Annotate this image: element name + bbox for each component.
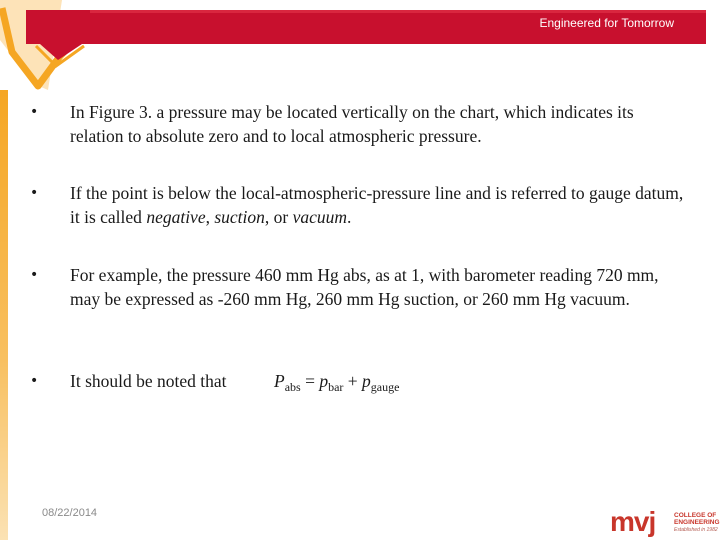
bullet-2-sep1: , bbox=[205, 207, 215, 227]
bullet-icon: • bbox=[30, 267, 39, 283]
bullet-2-suffix: . bbox=[347, 207, 352, 227]
bullet-2 bbox=[30, 181, 690, 229]
logo-line-1: COLLEGE OF bbox=[674, 512, 717, 519]
pressure-formula bbox=[274, 369, 399, 399]
logo-line-2: ENGINEERING bbox=[674, 519, 720, 526]
formula-equals: = bbox=[300, 371, 320, 391]
term-suction: suction bbox=[214, 207, 265, 227]
bullet-2-sep2: , or bbox=[264, 207, 293, 227]
formula-term2-sub: gauge bbox=[370, 380, 400, 394]
bullet-3 bbox=[30, 263, 690, 311]
formula-plus: + bbox=[343, 371, 363, 391]
logo-line-3: Established in 1982 bbox=[674, 527, 718, 533]
bullet-2-prefix: If the point is below the local-atmospheric-pressure line and is referred to gauge datum, it is called bbox=[70, 183, 684, 227]
formula-term1: p bbox=[319, 371, 329, 391]
header-tagline: Engineered for Tomorrow bbox=[539, 16, 674, 30]
header-graphic bbox=[0, 0, 720, 100]
bullet-1 bbox=[30, 100, 690, 148]
bullet-icon: • bbox=[30, 185, 39, 201]
bullet-2-text bbox=[70, 181, 690, 229]
formula-term2: p bbox=[362, 371, 371, 391]
formula-lhs-sub: abs bbox=[284, 380, 301, 394]
bullet-3-text: For example, the pressure 460 mm Hg abs, as at 1, with barometer reading 720 mm, may be expressed as -260 mm Hg, 260 mm Hg suction, or 260 mm Hg vacuum. bbox=[70, 265, 659, 309]
left-accent-stripe bbox=[0, 90, 8, 540]
term-vacuum: vacuum bbox=[292, 207, 348, 227]
term-negative: negative bbox=[146, 207, 206, 227]
bullet-1-text: In Figure 3. a pressure may be located vertically on the chart, which indicates its relation to absolute zero and to local atmospheric pressure. bbox=[70, 102, 634, 146]
bullet-4-text: It should be noted that bbox=[70, 371, 227, 391]
bullet-icon: • bbox=[30, 104, 39, 120]
logo-mark: mvj bbox=[610, 506, 656, 537]
formula-lhs: P bbox=[274, 371, 285, 391]
college-logo bbox=[610, 506, 720, 540]
footer-date: 08/22/2014 bbox=[42, 507, 98, 519]
bullet-icon: • bbox=[30, 373, 39, 389]
formula-term1-sub: bar bbox=[328, 380, 344, 394]
